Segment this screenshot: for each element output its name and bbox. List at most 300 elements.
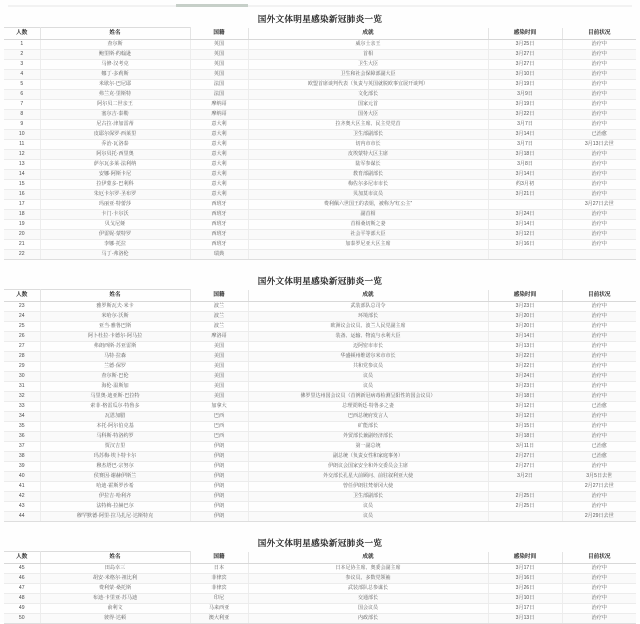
cell-nationality: 英国	[190, 50, 248, 60]
accent-segment-right	[248, 5, 632, 7]
cell-status: 治疗中	[562, 462, 636, 472]
table-row	[4, 402, 636, 412]
cell-status: 治疗中	[562, 432, 636, 442]
cell-status: 治疗中	[562, 502, 636, 512]
cell-nationality: 意大利	[190, 180, 248, 190]
cell-nationality: 摩纳哥	[190, 110, 248, 120]
table-row	[4, 614, 636, 624]
cell-nationality: 英国	[190, 60, 248, 70]
table-row	[4, 250, 636, 260]
cell-achievement: 文化部长	[248, 90, 488, 100]
cell-status: 治疗中	[562, 40, 636, 50]
section-title: 国外文体明星感染新冠肺炎一览	[257, 538, 383, 548]
cell-infection-date: 3月10日	[488, 70, 562, 80]
cell-nationality: 英国	[190, 70, 248, 80]
cell-achievement: 议员	[248, 382, 488, 392]
cell-achievement: 教育部副部长	[248, 170, 488, 180]
column-header-count: 人数	[4, 552, 40, 564]
table-row	[4, 80, 636, 90]
cell-infection-date: 3月15日	[488, 422, 562, 432]
table-row	[4, 432, 636, 442]
cell-achievement: 第一副总统	[248, 442, 488, 452]
cell-infection-date: 3月19日	[488, 80, 562, 90]
column-header-status: 目前状况	[562, 552, 636, 564]
cell-name: 索菲·格雷瓜尔·特鲁多	[40, 402, 190, 412]
cell-count: 24	[4, 312, 40, 322]
cell-status: 3月13日去世	[562, 140, 636, 150]
cell-status: 治疗中	[562, 170, 636, 180]
table-row	[4, 230, 636, 240]
cell-count: 4	[4, 70, 40, 80]
cell-status: 治疗中	[562, 412, 636, 422]
cell-name: 马里奥·迪亚斯·巴拉特	[40, 392, 190, 402]
cell-status: 治疗中	[562, 220, 636, 230]
cell-nationality: 美国	[190, 352, 248, 362]
cell-infection-date: 3月13日	[488, 614, 562, 624]
table-row	[4, 442, 636, 452]
cell-count: 43	[4, 502, 40, 512]
cell-name: 胡安·米格尔·祖比利	[40, 574, 190, 584]
cell-count: 50	[4, 614, 40, 624]
cell-count: 40	[4, 472, 40, 482]
cell-name: 玛苏梅·埃卜特卡尔	[40, 452, 190, 462]
cell-infection-date: 3月13日	[488, 342, 562, 352]
cell-status	[562, 250, 636, 260]
cell-infection-date: 3月12日	[488, 230, 562, 240]
cell-status: 治疗中	[562, 60, 636, 70]
cell-infection-date: 3月27日	[488, 60, 562, 70]
cell-status: 治疗中	[562, 332, 636, 342]
cell-count: 28	[4, 352, 40, 362]
cell-status: 治疗中	[562, 492, 636, 502]
cell-status: 治疗中	[562, 594, 636, 604]
cell-status: 治疗中	[562, 150, 636, 160]
cell-achievement: 议员	[248, 512, 488, 522]
cell-name: 李娜·托拉	[40, 240, 190, 250]
table-row	[4, 90, 636, 100]
table-row	[4, 452, 636, 462]
cell-infection-date: 3月18日	[488, 150, 562, 160]
cell-count: 32	[4, 392, 40, 402]
cell-infection-date: 3月18日	[488, 392, 562, 402]
cell-status: 治疗中	[562, 120, 636, 130]
cell-name: 彼得·达顿	[40, 614, 190, 624]
cell-name: 弗兰克·里斯特	[40, 90, 190, 100]
cell-status: 治疗中	[562, 342, 636, 352]
cell-nationality: 美国	[190, 342, 248, 352]
cell-count: 47	[4, 584, 40, 594]
cell-name: 田岛幸三	[40, 564, 190, 574]
table-row	[4, 322, 636, 332]
table-row	[4, 604, 636, 614]
cell-name: 米哈尔·沃斯	[40, 312, 190, 322]
accent-segment-center	[176, 4, 248, 7]
cell-achievement: 议员	[248, 372, 488, 382]
cell-status: 治疗中	[562, 614, 636, 624]
column-header-achievement: 成就	[248, 290, 488, 302]
cell-infection-date: 约3月初	[488, 180, 562, 190]
cell-achievement: 首相桑切斯之妻	[248, 220, 488, 230]
cell-name: 鲍里斯·约翰逊	[40, 50, 190, 60]
cell-nationality: 美国	[190, 372, 248, 382]
cell-status: 治疗中	[562, 392, 636, 402]
cell-status: 治疗中	[562, 80, 636, 90]
cell-count: 39	[4, 462, 40, 472]
cell-infection-date: 3月12日	[488, 412, 562, 422]
cell-achievement: 卫生和社会保障部副大臣	[248, 70, 488, 80]
table-section-2	[0, 274, 640, 522]
table-row	[4, 140, 636, 150]
cell-name: 拉伊蒙多·巴利科	[40, 180, 190, 190]
cell-infection-date: 2月25日	[488, 502, 562, 512]
cell-achievement: 共和党参议员	[248, 362, 488, 372]
cell-name: 法特梅·拉赫巴尔	[40, 502, 190, 512]
cell-nationality: 日本	[190, 564, 248, 574]
cell-nationality: 意大利	[190, 130, 248, 140]
cell-infection-date: 3月11日	[488, 442, 562, 452]
cell-infection-date: 3月22日	[488, 352, 562, 362]
cell-infection-date: 3月23日	[488, 302, 562, 312]
cell-achievement: 巴西总统府发言人	[248, 412, 488, 422]
table-row	[4, 200, 636, 210]
cell-infection-date: 3月14日	[488, 220, 562, 230]
table-header-row	[4, 290, 636, 302]
cell-achievement: 华盛顿州维诺尔米市市长	[248, 352, 488, 362]
table-row	[4, 332, 636, 342]
cell-status: 治疗中	[562, 230, 636, 240]
cell-name: 穆罕默德·阿里·拉马扎尼·达斯特克	[40, 512, 190, 522]
column-header-status: 目前状况	[562, 28, 636, 40]
table-row	[4, 564, 636, 574]
cell-count: 14	[4, 170, 40, 180]
cell-nationality: 美国	[190, 362, 248, 372]
cell-infection-date: 3月19日	[488, 100, 562, 110]
cell-count: 7	[4, 100, 40, 110]
cell-status: 治疗中	[562, 302, 636, 312]
cell-count: 38	[4, 452, 40, 462]
table-row	[4, 422, 636, 432]
cell-achievement: 威尔士亲王	[248, 40, 488, 50]
cell-count: 22	[4, 250, 40, 260]
cell-count: 20	[4, 230, 40, 240]
cell-name: 查尔斯	[40, 40, 190, 50]
table-row	[4, 472, 636, 482]
cell-nationality: 伊朗	[190, 462, 248, 472]
column-header-infection-date: 感染时间	[488, 28, 562, 40]
cell-nationality: 法国	[190, 80, 248, 90]
cell-count: 30	[4, 372, 40, 382]
cell-achievement: 内政部长	[248, 614, 488, 624]
cell-infection-date: 3月25日	[488, 40, 562, 50]
cell-count: 21	[4, 240, 40, 250]
table-row	[4, 382, 636, 392]
cell-status: 治疗中	[562, 100, 636, 110]
cell-name: 贝戈尼娅	[40, 220, 190, 230]
cell-nationality: 马来西亚	[190, 604, 248, 614]
cell-achievement: 首相	[248, 50, 488, 60]
cell-name: 尼古拉·津加雷蒂	[40, 120, 190, 130]
top-accent-bar	[0, 4, 640, 8]
column-header-name: 姓名	[40, 552, 190, 564]
column-header-name: 姓名	[40, 290, 190, 302]
cell-count: 42	[4, 492, 40, 502]
table-row	[4, 130, 636, 140]
cell-achievement: 卫生大臣	[248, 60, 488, 70]
table-row	[4, 220, 636, 230]
cell-name: 阿尔贝托·西里奥	[40, 150, 190, 160]
cell-nationality: 伊朗	[190, 512, 248, 522]
cell-infection-date: 3月26日	[488, 584, 562, 594]
cell-achievement: 总理贾斯廷·特鲁多之妻	[248, 402, 488, 412]
cell-nationality: 英国	[190, 40, 248, 50]
cell-status: 治疗中	[562, 362, 636, 372]
table-row	[4, 462, 636, 472]
cell-nationality: 伊朗	[190, 502, 248, 512]
cell-name: 弗朗西斯·苏亚雷斯	[40, 342, 190, 352]
cell-count: 17	[4, 200, 40, 210]
cell-achievement: 国务大臣	[248, 110, 488, 120]
cell-count: 46	[4, 574, 40, 584]
cell-count: 12	[4, 150, 40, 160]
cell-achievement: 副总统（负责女性和家庭事务）	[248, 452, 488, 462]
cell-count: 31	[4, 382, 40, 392]
cell-name: 俞利文	[40, 604, 190, 614]
cell-count: 36	[4, 432, 40, 442]
cell-infection-date: 3月22日	[488, 110, 562, 120]
cell-infection-date: 3月17日	[488, 564, 562, 574]
cell-infection-date: 3月23日	[488, 382, 562, 392]
cell-name: 马丁·弗洛伦	[40, 250, 190, 260]
table-row	[4, 210, 636, 220]
cell-infection-date: 3月7日	[488, 140, 562, 150]
cell-status: 治疗中	[562, 160, 636, 170]
cell-count: 16	[4, 190, 40, 200]
cell-infection-date: 3月8日	[488, 160, 562, 170]
cell-count: 2	[4, 50, 40, 60]
table-body	[4, 302, 636, 522]
cell-count: 10	[4, 130, 40, 140]
column-header-infection-date: 感染时间	[488, 290, 562, 302]
cell-achievement: 贝加莫市议员	[248, 190, 488, 200]
table-row	[4, 60, 636, 70]
cell-name: 马修·汉考克	[40, 60, 190, 70]
cell-nationality: 加拿大	[190, 402, 248, 412]
column-header-achievement: 成就	[248, 28, 488, 40]
table-row	[4, 362, 636, 372]
table-row	[4, 392, 636, 402]
cell-achievement: 外贸部长兼副经济部长	[248, 432, 488, 442]
table-row	[4, 352, 636, 362]
table-row	[4, 594, 636, 604]
cell-count: 23	[4, 302, 40, 312]
column-header-nationality: 国籍	[190, 28, 248, 40]
cell-infection-date	[488, 200, 562, 210]
cell-nationality: 菲律宾	[190, 584, 248, 594]
table-row	[4, 482, 636, 492]
table-row	[4, 110, 636, 120]
cell-status: 治疗中	[562, 422, 636, 432]
cell-name: 阿卜杜拉·卡德尔·阿马拉	[40, 332, 190, 342]
table-header-row	[4, 28, 636, 40]
cell-nationality: 法国	[190, 90, 248, 100]
cell-achievement: 国家元首	[248, 100, 488, 110]
cell-status: 治疗中	[562, 574, 636, 584]
cell-status: 治疗中	[562, 180, 636, 190]
cell-infection-date: 2月25日	[488, 492, 562, 502]
cell-count: 6	[4, 90, 40, 100]
cell-nationality: 巴西	[190, 422, 248, 432]
cell-infection-date: 2月27日	[488, 452, 562, 462]
cell-count: 33	[4, 402, 40, 412]
cell-name: 瓦恩加腊	[40, 412, 190, 422]
cell-nationality: 波兰	[190, 312, 248, 322]
cell-name: 娜丁·多莉斯	[40, 70, 190, 80]
cell-status: 治疗中	[562, 352, 636, 362]
cell-nationality: 波兰	[190, 302, 248, 312]
cell-achievement: 欧盟首席谈判代表（负责与英国就脱欧事宜展开谈判）	[248, 80, 488, 90]
cell-infection-date: 3月9日	[488, 90, 562, 100]
cell-name: 卡门·卡尔沃	[40, 210, 190, 220]
cell-status: 3月5日去世	[562, 472, 636, 482]
cell-achievement: 日本足协主席、奥委会副主席	[248, 564, 488, 574]
cell-count: 18	[4, 210, 40, 220]
accent-segment-left	[8, 5, 176, 7]
cell-infection-date: 3月10日	[488, 594, 562, 604]
cell-name: 费利蒙·桑托斯	[40, 584, 190, 594]
cell-nationality: 伊朗	[190, 472, 248, 482]
cell-count: 37	[4, 442, 40, 452]
cell-achievement: 加泰罗尼亚大区主席	[248, 240, 488, 250]
cell-status: 治疗中	[562, 210, 636, 220]
cell-name: 海伦·温斯加	[40, 382, 190, 392]
cell-status: 治疗中	[562, 564, 636, 574]
cell-infection-date: 3月12日	[488, 402, 562, 412]
cell-count: 48	[4, 594, 40, 604]
cell-name: 亚当·雅鲁巴斯	[40, 322, 190, 332]
table-row	[4, 312, 636, 322]
cell-infection-date: 3月17日	[488, 604, 562, 614]
cell-infection-date: 3月16日	[488, 574, 562, 584]
cell-infection-date	[488, 250, 562, 260]
cell-name: 玛丽亚·特蕾莎	[40, 200, 190, 210]
cell-achievement: 迈阿密市市长	[248, 342, 488, 352]
cell-nationality: 意大利	[190, 170, 248, 180]
cell-achievement: 卫生部副部长	[248, 130, 488, 140]
cell-nationality: 西班牙	[190, 240, 248, 250]
cell-status: 治疗中	[562, 190, 636, 200]
cell-achievement: 陆军参谋长	[248, 160, 488, 170]
cell-status: 已治愈	[562, 442, 636, 452]
table-header-row	[4, 552, 636, 564]
cell-nationality: 菲律宾	[190, 574, 248, 584]
table-body	[4, 40, 636, 260]
cell-name: 朱厄卡尔罗·圣布罗	[40, 190, 190, 200]
cell-infection-date	[488, 512, 562, 522]
cell-nationality: 意大利	[190, 120, 248, 130]
table-row	[4, 170, 636, 180]
cell-status: 治疗中	[562, 240, 636, 250]
cell-status: 治疗中	[562, 584, 636, 594]
cell-achievement: 社会平等部大臣	[248, 230, 488, 240]
cell-infection-date: 3月20日	[488, 312, 562, 322]
cell-infection-date: 3月22日	[488, 362, 562, 372]
cell-nationality: 瑞典	[190, 250, 248, 260]
column-header-status: 目前状况	[562, 290, 636, 302]
cell-count: 25	[4, 322, 40, 332]
cell-nationality: 意大利	[190, 190, 248, 200]
table-section-1	[0, 12, 640, 260]
table-row	[4, 120, 636, 130]
cell-achievement: 皮埃蒙特大区主席	[248, 150, 488, 160]
cell-infection-date: 3月16日	[488, 240, 562, 250]
cell-name: 马科斯·特洛约罗	[40, 432, 190, 442]
cell-achievement: 费利佩六世国王的表姐，被称为“红公主”	[248, 200, 488, 210]
cell-achievement: 副首相	[248, 210, 488, 220]
column-header-infection-date: 感染时间	[488, 552, 562, 564]
cell-nationality: 西班牙	[190, 220, 248, 230]
cell-achievement: 欧洲议会议员、波兰人民党副主席	[248, 322, 488, 332]
cell-infection-date: 3月7日	[488, 120, 562, 130]
cell-achievement: 拉齐奥大区主席、民主党党首	[248, 120, 488, 130]
cell-achievement: 参议员、多数党领袖	[248, 574, 488, 584]
cell-name: 本托·阿尔伯克基	[40, 422, 190, 432]
table-row	[4, 512, 636, 522]
cell-nationality: 印尼	[190, 594, 248, 604]
cell-count: 34	[4, 412, 40, 422]
cell-status: 治疗中	[562, 90, 636, 100]
cell-achievement: 武装部队总参谋长	[248, 584, 488, 594]
cell-infection-date: 3月18日	[488, 432, 562, 442]
cell-name: 塞尔吉·泰勒	[40, 110, 190, 120]
section-title: 国外文体明星感染新冠肺炎一览	[257, 276, 383, 286]
cell-infection-date: 3月24日	[488, 372, 562, 382]
column-header-nationality: 国籍	[190, 552, 248, 564]
table-row	[4, 100, 636, 110]
cell-nationality: 伊朗	[190, 492, 248, 502]
cell-infection-date: 3月21日	[488, 190, 562, 200]
infection-table	[4, 289, 636, 522]
cell-status: 治疗中	[562, 110, 636, 120]
cell-infection-date: 3月24日	[488, 210, 562, 220]
cell-name: 查尔斯·巴伦	[40, 372, 190, 382]
cell-status: 治疗中	[562, 322, 636, 332]
cell-count: 41	[4, 482, 40, 492]
cell-infection-date: 3月14日	[488, 332, 562, 342]
column-header-name: 姓名	[40, 28, 190, 40]
cell-count: 11	[4, 140, 40, 150]
cell-name: 皮耶尔保罗·西莱里	[40, 130, 190, 140]
cell-count: 29	[4, 362, 40, 372]
cell-status: 治疗中	[562, 50, 636, 60]
cell-nationality: 伊朗	[190, 442, 248, 452]
cell-nationality: 美国	[190, 382, 248, 392]
cell-name: 阿尔贝二世亲王	[40, 100, 190, 110]
table-row	[4, 40, 636, 50]
table-row	[4, 240, 636, 250]
cell-nationality: 美国	[190, 392, 248, 402]
cell-nationality: 摩洛哥	[190, 332, 248, 342]
cell-count: 8	[4, 110, 40, 120]
table-row	[4, 412, 636, 422]
cell-name: 兰德·保罗	[40, 362, 190, 372]
infection-table	[4, 551, 636, 624]
cell-infection-date	[488, 482, 562, 492]
cell-nationality: 西班牙	[190, 200, 248, 210]
table-row	[4, 584, 636, 594]
cell-count: 26	[4, 332, 40, 342]
cell-achievement: 交通部长	[248, 594, 488, 604]
cell-status: 治疗中	[562, 312, 636, 322]
